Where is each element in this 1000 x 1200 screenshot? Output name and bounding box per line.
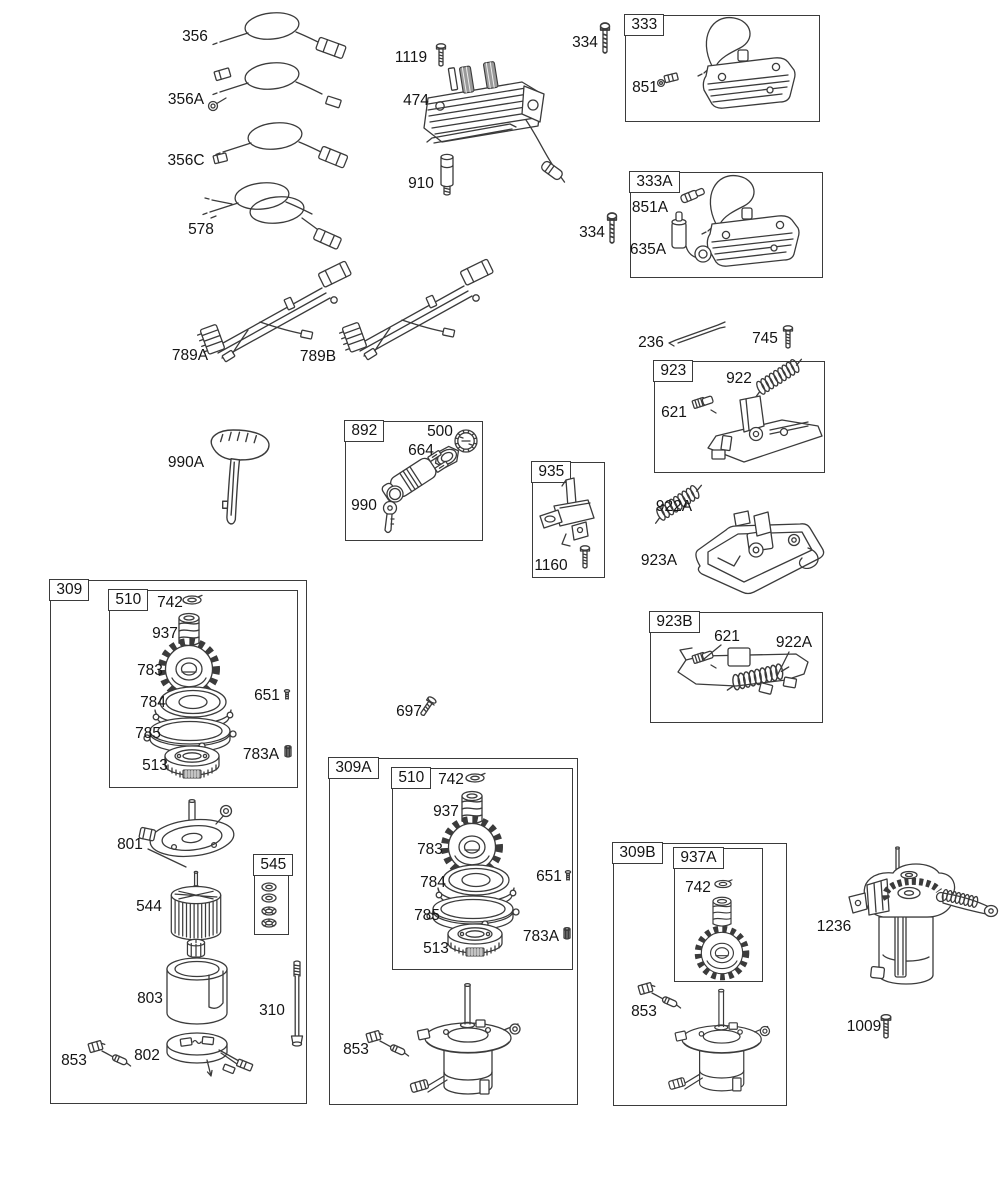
callout-513-309: 513 <box>142 757 168 774</box>
callout-990A: 990A <box>167 454 205 471</box>
part-783A-pin-309A <box>564 928 570 939</box>
callout-1160: 1160 <box>534 557 568 574</box>
part-621-terminal <box>692 395 716 413</box>
callout-334-top: 334 <box>572 34 598 51</box>
part-742-retainer-309A <box>466 773 485 782</box>
part-923-bracket <box>708 396 822 462</box>
group-box-label-309: 309 <box>49 579 89 601</box>
part-513-clutch-drum-309 <box>165 746 219 778</box>
group-box-label-937A: 937A <box>673 847 723 869</box>
group-box-label-923B: 923B <box>649 611 699 633</box>
group-box-label-545: 545 <box>253 854 293 876</box>
group-box-label-309B: 309B <box>612 842 662 864</box>
callout-910: 910 <box>408 175 434 192</box>
callout-853-309: 853 <box>61 1052 87 1069</box>
callout-742-309A: 742 <box>438 771 464 788</box>
callout-621-923B: 621 <box>714 628 740 645</box>
part-1160-screw <box>581 546 590 568</box>
part-935-bracket <box>540 478 594 546</box>
part-356-stop-wire <box>213 10 346 59</box>
callout-356C: 356C <box>167 152 205 169</box>
group-box-label-935: 935 <box>531 461 571 483</box>
part-356A-stop-wire <box>209 60 342 110</box>
part-922-spring <box>748 356 808 398</box>
part-651-screw-309 <box>284 690 289 699</box>
callout-334-mid: 334 <box>579 224 605 241</box>
part-937A-spring <box>713 897 731 926</box>
callout-785-309: 785 <box>135 725 161 742</box>
callout-664: 664 <box>408 442 434 459</box>
callout-783A-309A: 783A <box>522 928 560 945</box>
group-box-label-510-309: 510 <box>108 589 148 611</box>
part-starter-motor-309A <box>410 984 520 1094</box>
callout-651-309: 651 <box>254 687 280 704</box>
part-starter-motor-309B <box>668 989 769 1091</box>
part-783A-pin-309 <box>285 746 291 757</box>
callout-851A: 851A <box>631 199 669 216</box>
part-544-armature <box>171 871 220 966</box>
group-box-label-333A: 333A <box>629 171 679 193</box>
callout-635A: 635A <box>629 241 667 258</box>
callout-937-309A: 937 <box>433 803 459 820</box>
part-851A-terminal <box>680 187 705 203</box>
group-box-label-923: 923 <box>653 360 693 382</box>
part-513-clutch-drum-309A <box>448 924 502 956</box>
group-box-label-333: 333 <box>624 14 664 36</box>
part-545-washer-1 <box>262 883 276 891</box>
part-851-clip <box>658 73 679 87</box>
group-box-label-309A: 309A <box>328 757 378 779</box>
part-742-retainer-309B <box>715 880 732 888</box>
callout-356: 356 <box>182 28 208 45</box>
part-853-pigtail-309A <box>366 1030 410 1058</box>
part-1236-starter-assembly <box>849 847 998 984</box>
callout-785-309A: 785 <box>414 907 440 924</box>
part-923A-bracket-plate <box>696 511 824 594</box>
part-474-ignition-armature <box>424 61 569 184</box>
part-500-face-nut <box>455 430 477 452</box>
part-356C-stop-wire <box>213 120 348 168</box>
callout-990: 990 <box>351 497 377 514</box>
callout-784-309A: 784 <box>420 874 446 891</box>
callout-697: 697 <box>396 703 422 720</box>
callout-923A: 923A <box>640 552 678 569</box>
callout-783-309A: 783 <box>417 841 443 858</box>
part-937A-gear <box>698 929 746 977</box>
callout-742-309B: 742 <box>685 879 711 896</box>
callout-937-309: 937 <box>152 625 178 642</box>
part-803-motor-housing <box>167 958 227 1024</box>
part-745-screw <box>784 326 793 348</box>
part-789B-harness <box>338 259 493 360</box>
part-545-washer-2 <box>262 894 276 902</box>
callout-784-309: 784 <box>140 694 166 711</box>
part-742-retainer-309 <box>183 595 202 604</box>
part-334-screw-mid <box>608 213 617 243</box>
callout-801: 801 <box>117 836 143 853</box>
part-853-pigtail-309 <box>88 1040 132 1068</box>
part-1009-screw <box>881 1015 890 1038</box>
callout-789B: 789B <box>299 348 337 365</box>
callout-310: 310 <box>259 1002 285 1019</box>
callout-1009: 1009 <box>846 1018 882 1035</box>
callout-922A-mid: 922A <box>655 498 693 515</box>
part-578-stop-wire <box>203 180 342 249</box>
part-789A-harness <box>196 261 351 362</box>
callout-544: 544 <box>136 898 162 915</box>
part-545-washer-4 <box>262 919 276 927</box>
part-236-link-rod <box>669 322 725 346</box>
part-334-screw-top <box>601 23 610 53</box>
callout-783-309: 783 <box>137 662 163 679</box>
callout-651-309A: 651 <box>536 868 562 885</box>
callout-578: 578 <box>188 221 214 238</box>
callout-789A: 789A <box>171 347 209 364</box>
group-box-label-510-309A: 510 <box>391 767 431 789</box>
callout-1236: 1236 <box>816 918 852 935</box>
part-545-washer-3 <box>262 907 276 915</box>
part-310-through-bolt <box>292 961 303 1046</box>
callout-922: 922 <box>726 370 752 387</box>
part-333-ignition-coil <box>698 18 795 109</box>
callout-1119: 1119 <box>394 49 428 66</box>
part-635A-boot <box>672 212 711 262</box>
callout-513-309A: 513 <box>423 940 449 957</box>
part-1119-screw <box>437 44 446 66</box>
part-990A-key <box>211 430 269 524</box>
group-box-label-892: 892 <box>344 420 384 442</box>
callout-851: 851 <box>632 79 658 96</box>
callout-500: 500 <box>427 423 453 440</box>
callout-922A-923B: 922A <box>775 634 813 651</box>
callout-803: 803 <box>137 990 163 1007</box>
callout-802: 802 <box>134 1047 160 1064</box>
part-651-screw-309A <box>565 871 570 880</box>
callout-783A-309: 783A <box>242 746 280 763</box>
callout-621-923: 621 <box>661 404 687 421</box>
callout-742-309: 742 <box>157 594 183 611</box>
part-910-standoff <box>441 154 453 195</box>
part-333A-ignition-coil <box>702 176 799 267</box>
callout-745: 745 <box>752 330 778 347</box>
callout-853-309B: 853 <box>631 1003 657 1020</box>
callout-853-309A: 853 <box>343 1041 369 1058</box>
callout-236: 236 <box>638 334 664 351</box>
callout-356A: 356A <box>167 91 205 108</box>
callout-474: 474 <box>403 92 429 109</box>
part-802-brush-end-cap <box>167 1033 253 1076</box>
